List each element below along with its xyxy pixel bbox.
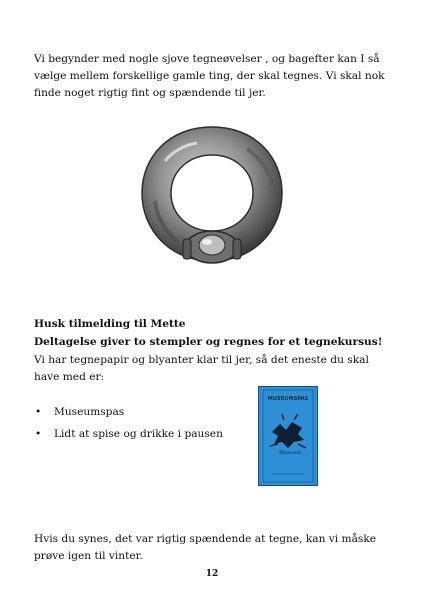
intro-paragraph: Vi begynder med nogle sjove tegneøvelser , og bagefter kan I så vælge mellem forskellige gamle ting, der skal tegnes. Vi skal nok finde noget rigtig fint og spændende til jer.: [34, 53, 385, 99]
materials-list: [34, 404, 223, 448]
bullet-icon: •: [35, 428, 42, 440]
signup-heading: Husk tilmelding til Mette: [34, 318, 186, 330]
passport-logo: Museum: [279, 450, 301, 456]
closing-paragraph: Hvis du synes, det var rigtig spændende at tegne, kan vi måske prøve igen til vinter.: [34, 533, 377, 562]
page-number: 12: [205, 569, 219, 579]
list-item: [34, 404, 223, 426]
list-item-label: Lidt at spise og drikke i pausen: [54, 428, 223, 440]
passport-title: MUSEUMSPAS: [267, 396, 309, 402]
bronze-ring-image: [137, 121, 287, 273]
list-item-label: Museumspas: [54, 406, 125, 418]
bullet-icon: •: [35, 406, 42, 418]
list-item: [34, 426, 223, 448]
materials-paragraph: Vi har tegnepapir og blyanter klar til jer, så det eneste du skal have med er:: [34, 354, 369, 383]
stamps-heading: Deltagelse giver to stempler og regnes for et tegnekursus!: [34, 336, 383, 348]
museum-passport-image: [258, 386, 318, 486]
